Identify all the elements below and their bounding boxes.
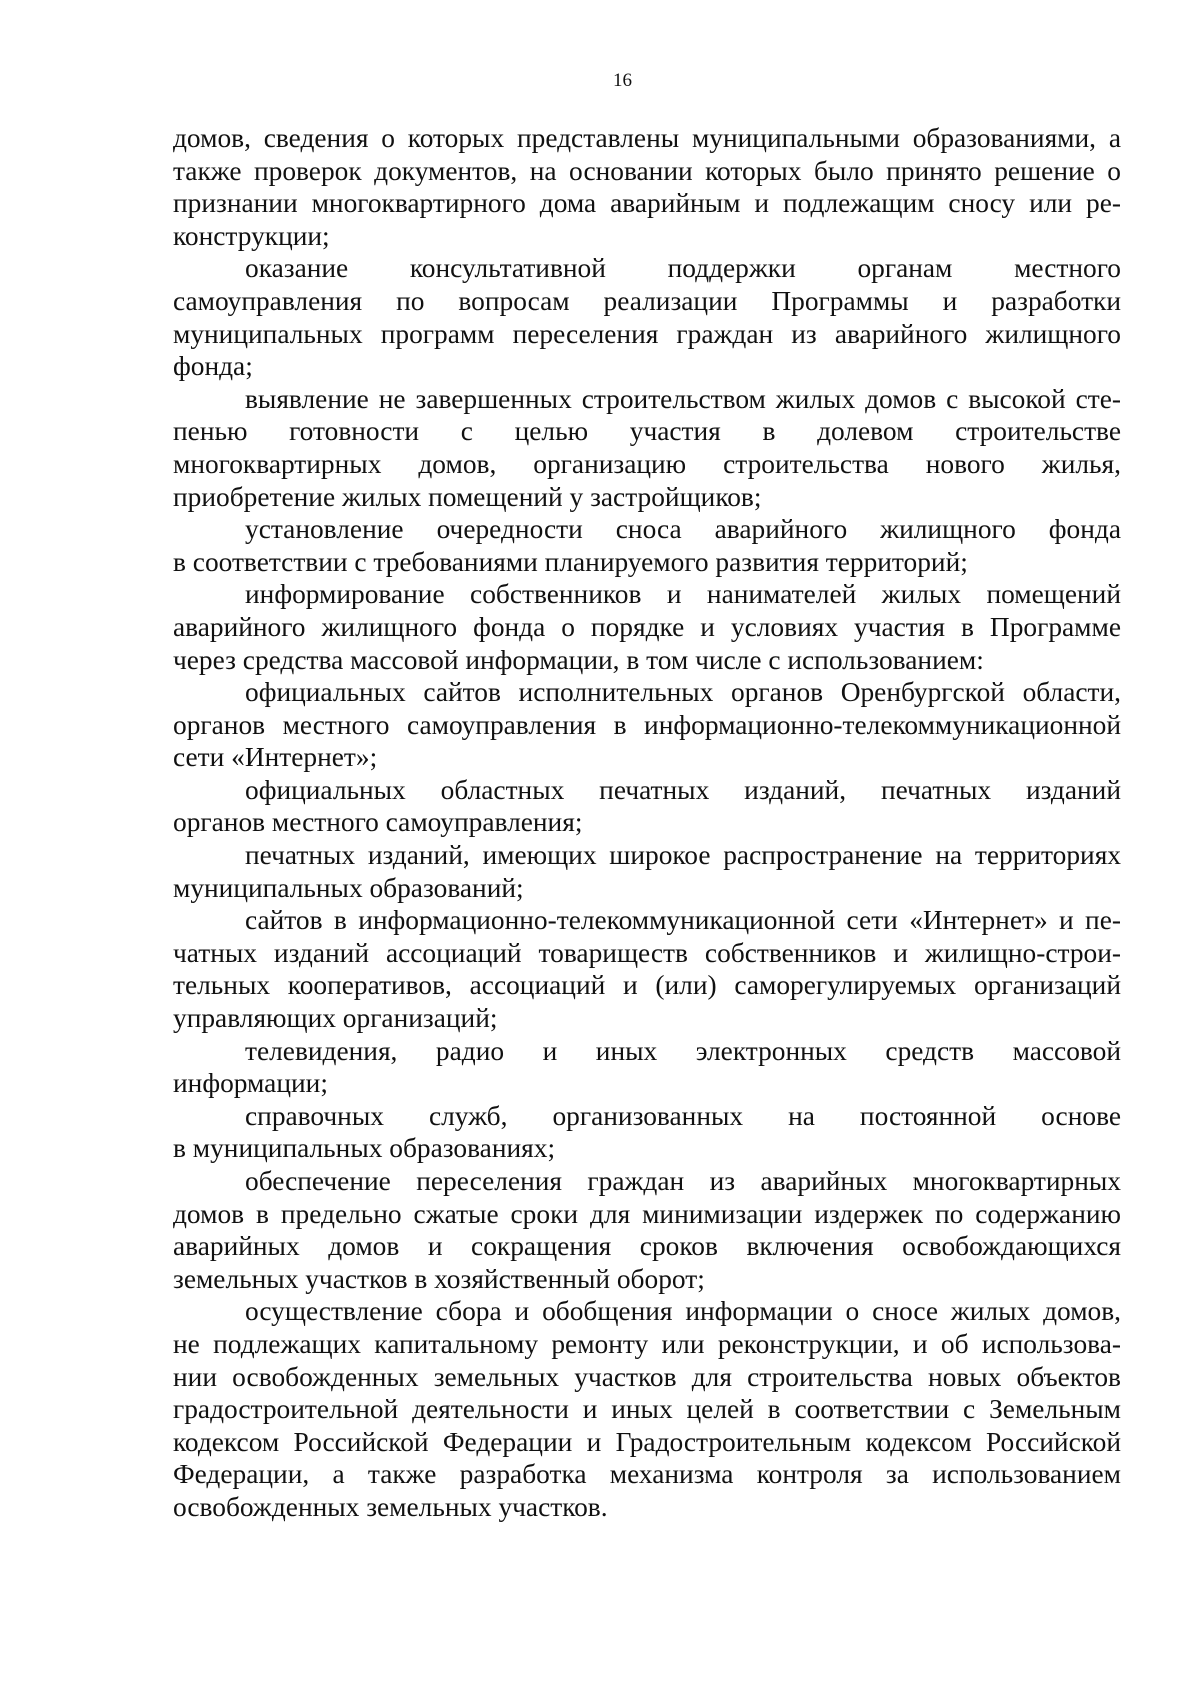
- paragraph: [173, 383, 1121, 513]
- text-line: сети «Интернет»;: [173, 742, 378, 773]
- paragraph: [173, 1295, 1121, 1523]
- text-line: сайтов в информационно-телекоммуникационной сети «Интернет» и пе-: [245, 905, 1121, 936]
- text-line: Федерации, а также разработка механизма контроля за использованием: [173, 1459, 1121, 1490]
- paragraph: [173, 839, 1121, 904]
- text-line: кодексом Российской Федерации и Градостроительным кодексом Российской: [173, 1426, 1121, 1457]
- text-line: земельных участков в хозяйственный оборот;: [173, 1263, 705, 1294]
- text-line: официальных областных печатных изданий, печатных изданий: [245, 774, 1121, 805]
- text-line: выявление не завершенных строительством жилых домов с высокой сте-: [245, 383, 1121, 414]
- text-line: осуществление сбора и обобщения информации о сносе жилых домов,: [245, 1296, 1121, 1327]
- text-line: фонда;: [173, 351, 253, 382]
- text-line: аварийных домов и сокращения сроков включения освобождающихся: [173, 1231, 1121, 1262]
- text-line: установление очередности сноса аварийного жилищного фонда: [245, 514, 1121, 545]
- text-line: управляющих организаций;: [173, 1003, 498, 1034]
- text-line: в соответствии с требованиями планируемого развития территорий;: [173, 546, 968, 577]
- text-line: муниципальных программ переселения граждан из аварийного жилищного: [173, 318, 1121, 349]
- text-line: домов, сведения о которых представлены муниципальными образованиями, а: [173, 123, 1121, 153]
- paragraph: [173, 904, 1121, 1034]
- paragraph: [173, 1100, 1121, 1165]
- text-line: обеспечение переселения граждан из аварийных многоквартирных: [245, 1166, 1121, 1196]
- text-line: не подлежащих капитальному ремонту или реконструкции, и об использова-: [173, 1328, 1121, 1359]
- text-line: органов местного самоуправления в информационно-телекоммуникационной: [173, 709, 1121, 740]
- text-line: признании многоквартирного дома аварийным и подлежащим сносу или ре-: [173, 188, 1121, 219]
- text-line: градостроительной деятельности и иных целей в соответствии с Земельным: [173, 1394, 1121, 1425]
- text-line: самоуправления по вопросам реализации Программы и разработки: [173, 285, 1121, 316]
- text-line: оказание консультативной поддержки органам местного: [245, 253, 1121, 284]
- text-line: многоквартирных домов, организацию строительства нового жилья,: [173, 448, 1121, 479]
- text-line: домов в предельно сжатые сроки для минимизации издержек по содержанию: [173, 1198, 1121, 1229]
- paragraph: [173, 774, 1121, 839]
- document-body: [173, 122, 1121, 1524]
- text-line: аварийного жилищного фонда о порядке и условиях участия в Программе: [173, 611, 1121, 642]
- text-line: также проверок документов, на основании которых было принято решение о: [173, 155, 1121, 186]
- page-number: 16: [613, 70, 632, 91]
- paragraph: [173, 578, 1121, 676]
- text-line: конструкции;: [173, 220, 330, 251]
- text-line: пенью готовности с целью участия в долевом строительстве: [173, 416, 1121, 447]
- text-line: телевидения, радио и иных электронных средств массовой: [245, 1035, 1121, 1066]
- paragraph: [173, 1165, 1121, 1295]
- text-line: приобретение жилых помещений у застройщиков;: [173, 481, 762, 512]
- text-line: чатных изданий ассоциаций товариществ собственников и жилищно-строи-: [173, 937, 1121, 968]
- text-line: нии освобожденных земельных участков для строительства новых объектов: [173, 1361, 1121, 1392]
- text-line: в муниципальных образованиях;: [173, 1133, 556, 1164]
- text-line: освобожденных земельных участков.: [173, 1491, 608, 1522]
- text-line: справочных служб, организованных на постоянной основе: [245, 1100, 1121, 1131]
- text-line: муниципальных образований;: [173, 872, 524, 903]
- paragraph: [173, 252, 1121, 382]
- text-line: официальных сайтов исполнительных органов Оренбургской области,: [245, 677, 1121, 708]
- text-line: органов местного самоуправления;: [173, 807, 583, 838]
- text-line: тельных кооперативов, ассоциаций и (или) саморегулируемых организаций: [173, 970, 1121, 1001]
- paragraph: [173, 122, 1121, 252]
- text-line: через средства массовой информации, в том числе с использованием:: [173, 644, 984, 675]
- text-line: печатных изданий, имеющих широкое распространение на территориях: [245, 840, 1121, 871]
- paragraph: [173, 1035, 1121, 1100]
- paragraph: [173, 676, 1121, 774]
- text-line: информации;: [173, 1068, 328, 1099]
- text-line: информирование собственников и нанимателей жилых помещений: [245, 579, 1121, 610]
- paragraph: [173, 513, 1121, 578]
